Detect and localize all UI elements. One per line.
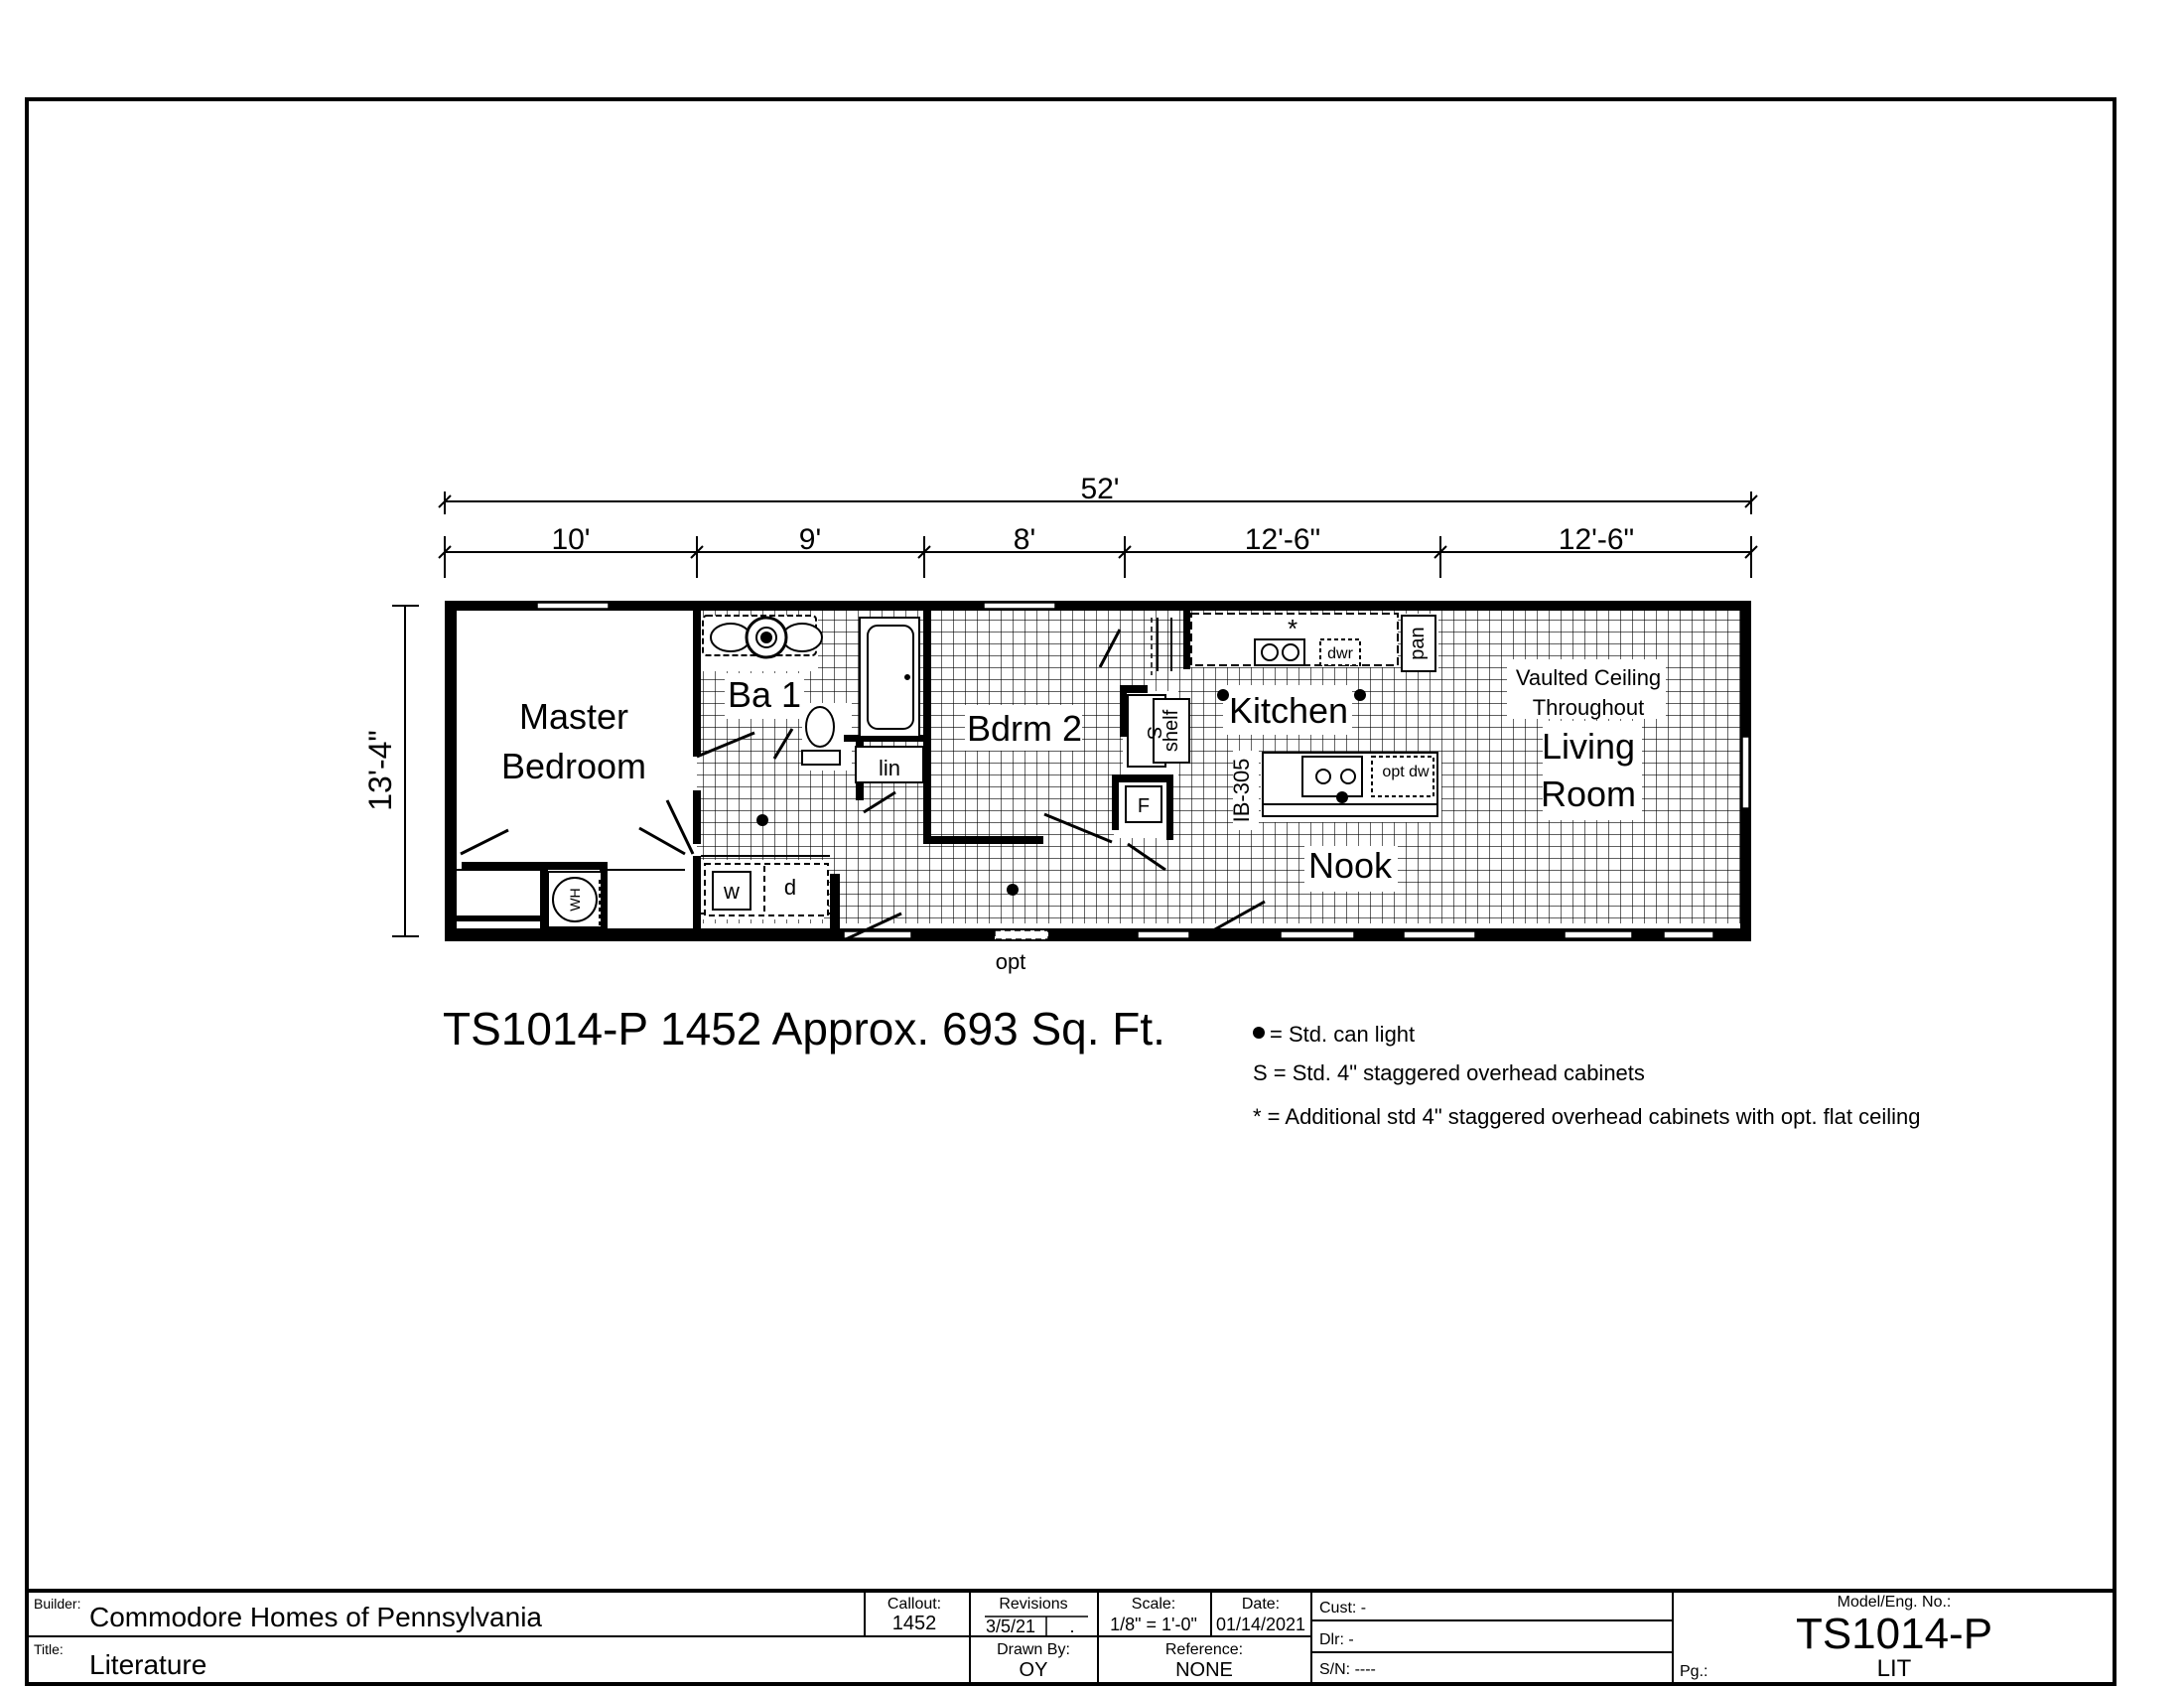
reference-label: Reference: xyxy=(1164,1641,1244,1658)
opt-door-label: opt xyxy=(995,949,1026,974)
drawn-by-label: Drawn By: xyxy=(997,1641,1070,1658)
builder-value: Commodore Homes of Pennsylvania xyxy=(89,1602,542,1632)
date-value: 01/14/2021 xyxy=(1215,1615,1306,1634)
title-label: Title: xyxy=(34,1641,64,1657)
dimension-segment-2: 9' xyxy=(798,523,822,556)
dimension-segment-4: 12'-6" xyxy=(1244,523,1321,556)
room-label-master-2: Bedroom xyxy=(500,746,647,786)
revisions-label: Revisions xyxy=(999,1596,1068,1613)
pantry-label: pan xyxy=(1407,627,1429,660)
linen-label: lin xyxy=(878,756,901,780)
title-value: Literature xyxy=(89,1649,207,1680)
room-label-bedroom-2: Bdrm 2 xyxy=(966,708,1083,749)
s-cabinet-mark: S xyxy=(1143,726,1164,740)
drawn-by-value: OY xyxy=(1019,1659,1048,1681)
customer-field: Cust: - xyxy=(1319,1600,1367,1617)
furnace-label: F xyxy=(1137,795,1151,817)
dishwasher-label: dwr xyxy=(1327,645,1353,662)
scale-label: Scale: xyxy=(1131,1596,1176,1613)
island-label: IB-305 xyxy=(1229,758,1254,823)
room-label-vaulted-1: Vaulted Ceiling xyxy=(1515,665,1662,690)
callout-value: 1452 xyxy=(891,1613,937,1634)
revision-date: 3/5/21 xyxy=(985,1617,1036,1636)
dryer-label: d xyxy=(783,875,797,900)
legend-can-light: = Std. can light xyxy=(1270,1022,1416,1047)
asterisk-mark: * xyxy=(1287,614,1298,643)
room-label-living-2: Room xyxy=(1540,774,1637,814)
room-label-living-1: Living xyxy=(1541,726,1636,767)
kitchen-island xyxy=(1263,753,1437,816)
room-label-bath: Ba 1 xyxy=(727,674,802,715)
washer-label: w xyxy=(724,879,740,904)
dimension-overall: 52' xyxy=(1080,473,1120,505)
dimension-segment-1: 10' xyxy=(551,523,591,556)
scale-value: 1/8" = 1'-0" xyxy=(1110,1615,1197,1634)
dealer-field: Dlr: - xyxy=(1319,1631,1354,1648)
dimension-segment-5: 12'-6" xyxy=(1558,523,1635,556)
water-heater-label: WH xyxy=(567,888,583,912)
model-title: TS1014-P 1452 Approx. 693 Sq. Ft. xyxy=(443,1003,1165,1055)
room-label-vaulted-2: Throughout xyxy=(1532,695,1645,720)
optional-dishwasher-label: opt dw xyxy=(1382,764,1430,780)
optional-door xyxy=(995,930,1048,939)
dimension-segment-3: 8' xyxy=(1013,523,1036,556)
room-label-master-1: Master xyxy=(518,696,629,737)
shelf-label: shelf xyxy=(1160,709,1182,753)
room-label-kitchen: Kitchen xyxy=(1228,690,1349,731)
legend-s-cabinets: S = Std. 4" staggered overhead cabinets xyxy=(1253,1060,1645,1085)
reference-value: NONE xyxy=(1175,1659,1233,1681)
legend-asterisk-cabinets: * = Additional std 4" staggered overhead cabinets with opt. flat ceiling xyxy=(1253,1104,1921,1129)
serial-number-field: S/N: ---- xyxy=(1319,1661,1376,1678)
dimension-depth: 13'-4" xyxy=(362,730,398,811)
revision-mark: . xyxy=(1069,1617,1075,1636)
legend-can-light-dot xyxy=(1253,1027,1265,1039)
room-label-nook: Nook xyxy=(1307,845,1393,886)
date-label: Date: xyxy=(1241,1596,1281,1613)
model-number-label: Model/Eng. No.: xyxy=(1837,1594,1952,1611)
model-number-value: TS1014-P xyxy=(1795,1610,1993,1658)
page-label: Pg.: xyxy=(1680,1663,1708,1680)
callout-label: Callout: xyxy=(887,1596,942,1613)
builder-label: Builder: xyxy=(34,1596,81,1612)
page-value: LIT xyxy=(1876,1655,1912,1682)
